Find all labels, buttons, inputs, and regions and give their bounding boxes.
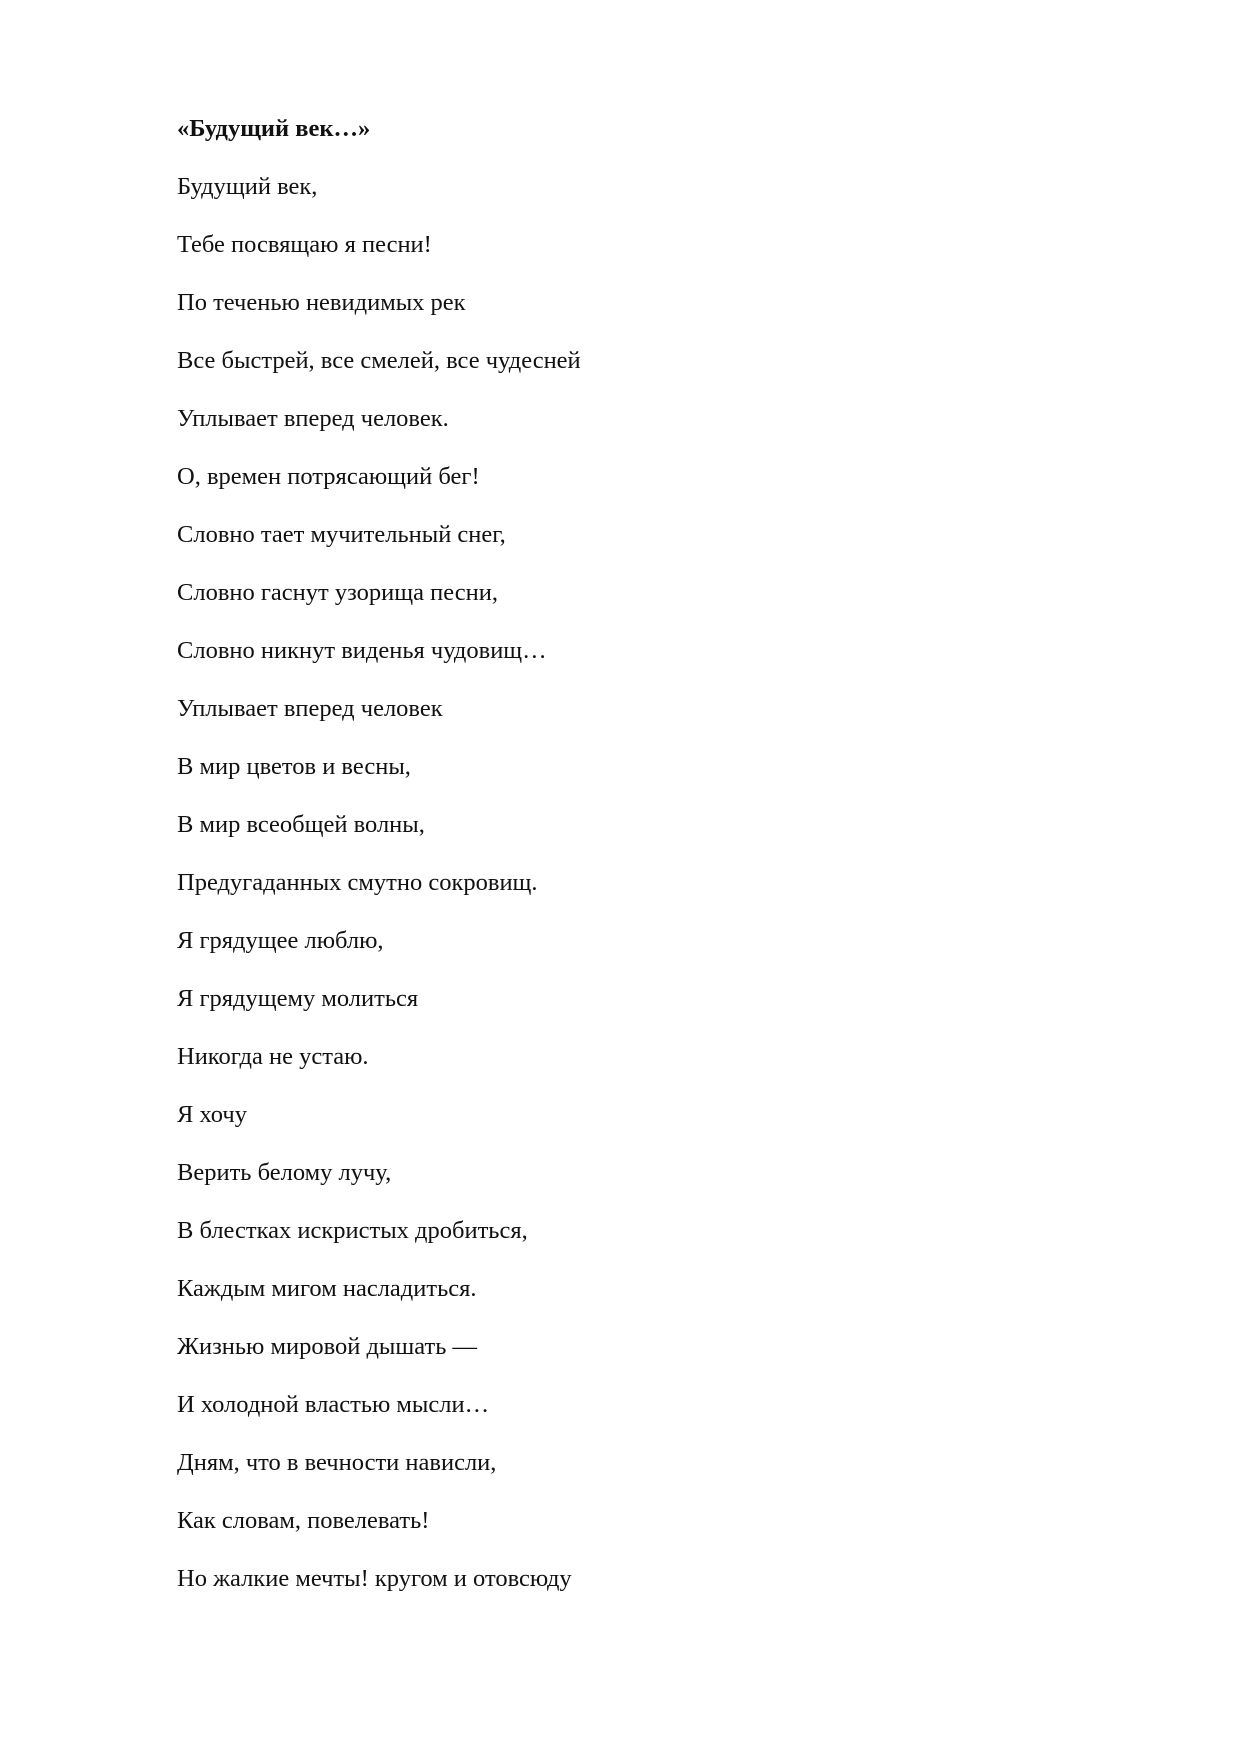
- poem-line: О, времен потрясающий бег!: [177, 463, 480, 490]
- poem-title: «Будущий век…»: [177, 115, 371, 142]
- poem-line: Жизнью мировой дышать —: [177, 1333, 477, 1360]
- poem: [177, 114, 1177, 1622]
- poem-line: Уплывает вперед человек.: [177, 405, 449, 432]
- poem-line: Уплывает вперед человек: [177, 695, 443, 722]
- poem-line: Никогда не устаю.: [177, 1043, 369, 1070]
- poem-line: В мир всеобщей волны,: [177, 811, 425, 838]
- poem-line: В мир цветов и весны,: [177, 753, 411, 780]
- poem-line: Каждым мигом насладиться.: [177, 1275, 477, 1302]
- poem-line: Как словам, повелевать!: [177, 1507, 430, 1534]
- poem-line: Словно никнут виденья чудовищ…: [177, 637, 547, 664]
- poem-line: И холодной властью мысли…: [177, 1391, 490, 1418]
- poem-line: По теченью невидимых рек: [177, 289, 466, 316]
- poem-line: Словно гаснут узорища песни,: [177, 579, 498, 606]
- poem-line: Я грядущему молиться: [177, 985, 419, 1012]
- poem-line: Я хочу: [177, 1101, 247, 1128]
- poem-line: Все быстрей, все смелей, все чудесней: [177, 347, 581, 374]
- poem-line: Тебе посвящаю я песни!: [177, 231, 432, 258]
- poem-line: Верить белому лучу,: [177, 1159, 392, 1186]
- poem-line: Дням, что в вечности нависли,: [177, 1449, 497, 1476]
- poem-line: Я грядущее люблю,: [177, 927, 384, 954]
- poem-line: Будущий век,: [177, 173, 318, 200]
- poem-line: Словно тает мучительный снег,: [177, 521, 506, 548]
- poem-line: В блестках искристых дробиться,: [177, 1217, 528, 1244]
- poem-line: Но жалкие мечты! кругом и отовсюду: [177, 1565, 572, 1592]
- poem-line: Предугаданных смутно сокровищ.: [177, 869, 538, 896]
